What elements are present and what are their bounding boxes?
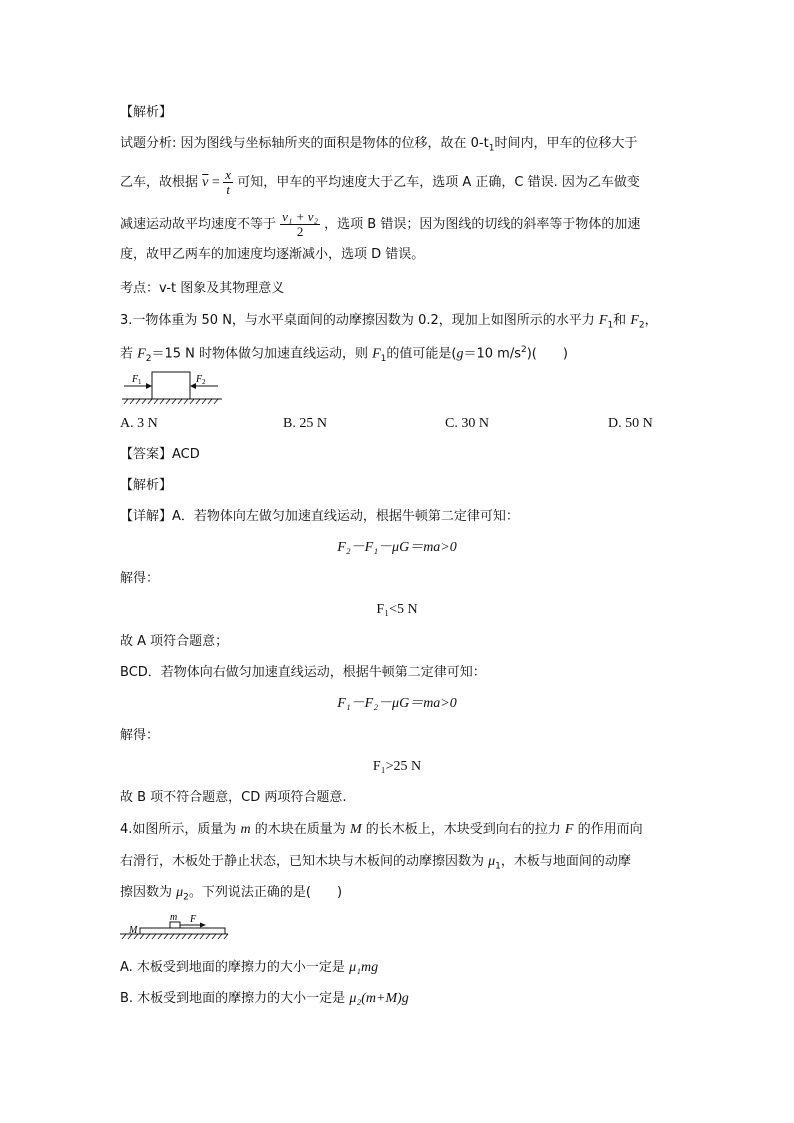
q3-option-a: A. 3 N — [120, 416, 158, 431]
q3-jiede-1: 解得： — [120, 571, 160, 586]
kaodian-line: 考点：v-t 图象及其物理意义 — [120, 281, 285, 296]
fraction-x-over-t: $\frac{x}{t}$ — [225, 167, 232, 197]
q3-result-2: F₁>25 N — [372, 759, 422, 774]
q3-option-c: C. 30 N — [445, 416, 489, 431]
q3-conclusion-bcd: 故 B 项不符合题意，CD 两项符合题意. — [120, 790, 347, 805]
q3-option-b: B. 25 N — [283, 416, 327, 431]
label-f1: F — [132, 374, 139, 385]
label-f2-sub: 2 — [202, 378, 206, 386]
label-f: F — [190, 914, 197, 925]
q3-result-1: F₁<5 N — [376, 602, 418, 617]
q3-option-d: D. 50 N — [608, 416, 653, 431]
q3-detail-bcd: BCD．若物体向右做匀加速直线运动，根据牛顿第二定律可知： — [120, 665, 486, 680]
long-board-shape — [140, 928, 225, 934]
q3-jiexi-heading: 【解析】 — [120, 478, 173, 493]
q3-jiede-2: 解得： — [120, 728, 160, 743]
arrow-f-head — [200, 923, 206, 928]
avg-velocity-symbol: $\overline{v}$ — [202, 175, 209, 190]
q3-force-diagram — [118, 368, 228, 408]
analysis-line-1: 试题分析: 因为图线与坐标轴所夹的面积是物体的位移，故在 $0-t_1$时间内，甲车的位移大于 — [120, 136, 638, 154]
section-heading-jiexi: 【解析】 — [120, 105, 173, 120]
q4-option-b: B. 木板受到地面的摩擦力的大小一定是 μ₂(m+M)g — [120, 991, 409, 1006]
q3-answer: 【答案】ACD — [120, 447, 200, 462]
label-m: m — [170, 912, 178, 923]
label-f1-sub: 1 — [138, 378, 142, 386]
q4-stem-line-1: 4.如图所示，质量为 m 的木块在质量为 M 的长木板上，木块受到向右的拉力 F 的作用而向 — [120, 822, 643, 837]
block-shape — [152, 372, 190, 399]
ground-hatching-2 — [122, 934, 228, 939]
analysis-line-4: 度，故甲乙两车的加速度均逐渐减小，选项 D 错误。 — [120, 247, 425, 262]
analysis-line-2: 乙车，故根据 $\overline{v}$ = $\frac{x}{t}$ 可知，甲车的平均速度大于乙车，选项 A 正确，C 错误. 因为乙车做变 — [120, 167, 640, 197]
q4-option-a: A. 木板受到地面的摩擦力的大小一定是 μ₁mg — [120, 960, 379, 975]
fraction-avg-velocity: $\frac{\text{v₁ + v₂}}{2}$ — [282, 209, 319, 239]
q4-board-diagram — [118, 910, 233, 944]
ground-hatching — [124, 399, 218, 404]
q3-stem-line-1: 3.一物体重为 50 N，与水平桌面间的动摩擦因数为 0.2，现加上如图所示的水平力 $F_1$和 $F_2$， — [120, 313, 658, 331]
label-f2: F — [196, 374, 203, 385]
q3-equation-1: F₂－F₁－μG＝ma>0 — [337, 540, 457, 555]
q3-conclusion-a: 故 A 项符合题意； — [120, 634, 229, 649]
label-big-m: M — [129, 925, 138, 936]
q4-stem-line-2: 右滑行，木板处于静止状态，已知木块与木板间的动摩擦因数为 $\mu_1$，木板与地面间的动摩 — [120, 854, 631, 872]
arrow-f1-head — [146, 383, 152, 389]
q3-stem-line-2: 若 $F_2=15$ N 时物体做匀加速直线运动，则 $F_1$的值可能是(g＝10 $m/s^2$)( ) — [120, 345, 568, 364]
analysis-line-3: 减速运动故平均速度不等于 $\frac{\text{v₁ + v₂}}{2}$ ，选项 B 错误；因为图线的切线的斜率等于物体的加速 — [120, 209, 641, 239]
q4-stem-line-3: 擦因数为 $\mu_2$。下列说法正确的是( ) — [120, 885, 343, 903]
q3-equation-2: F₁－F₂－μG＝ma>0 — [337, 696, 457, 711]
q3-detail-a: 【详解】A．若物体向左做匀加速直线运动，根据牛顿第二定律可知： — [120, 509, 519, 524]
